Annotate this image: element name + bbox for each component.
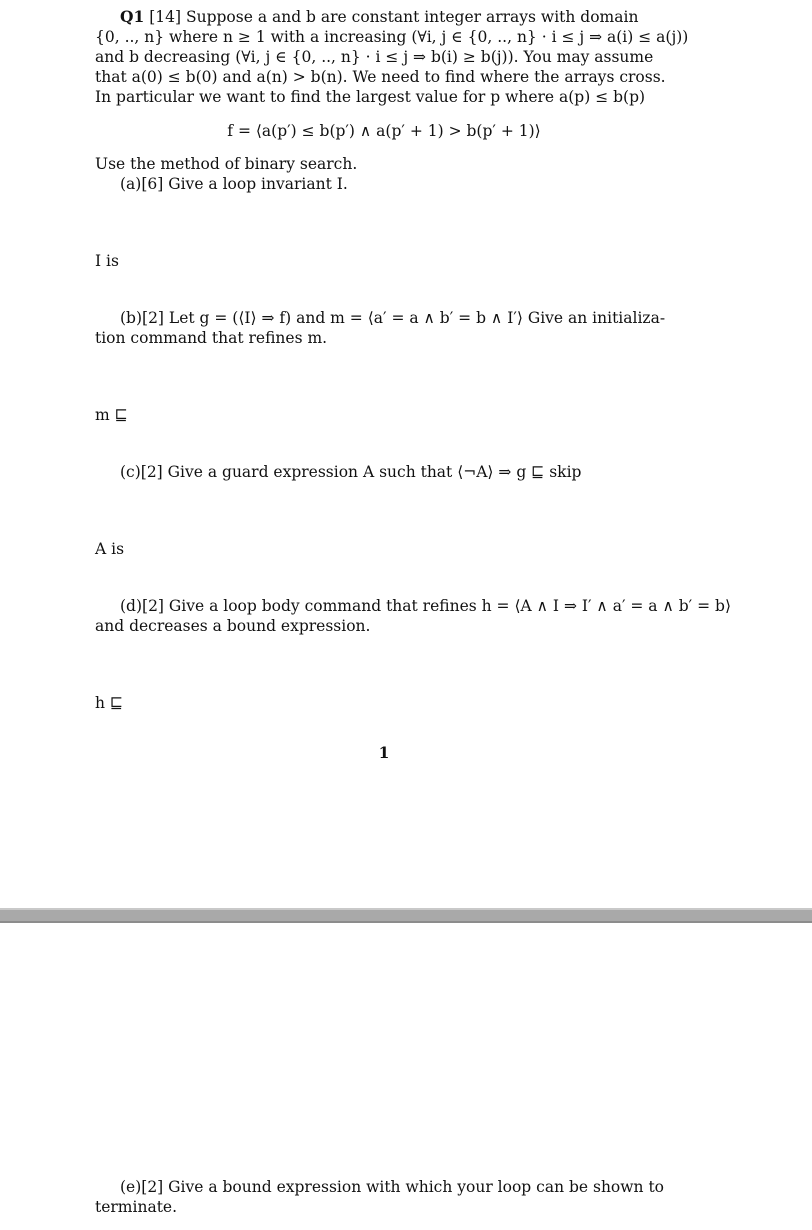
question-mark: Q1 — [120, 7, 145, 26]
page-separator — [0, 908, 812, 923]
part-a-prompt: (a)[6] Give a loop invariant I. — [120, 175, 348, 193]
part-a-answer-label: I is — [95, 252, 119, 270]
part-d-answer-label: h ⊑ — [95, 694, 124, 712]
q1-intro-line-4: that a(0) ≤ b(0) and a(n) > b(n). We need to find where the arrays cross. — [95, 68, 666, 86]
part-b-prompt-line-1: (b)[2] Let g = (⟨I⟩ ⇒ f) and m = ⟨a′ = a ∧ b′ = b ∧ I′⟩ Give an initializa- — [120, 309, 666, 327]
q1-intro-line-1: Suppose a and b are constant integer arrays with domain — [181, 8, 639, 26]
f-definition: f = ⟨a(p′) ≤ b(p′) ∧ a(p′ + 1) > b(p′ + 1)⟩ — [227, 122, 541, 140]
page-2 — [0, 923, 812, 1230]
method-statement: Use the method of binary search. — [95, 155, 358, 173]
q1-intro-line-5: In particular we want to find the largest value for p where a(p) ≤ b(p) — [95, 88, 646, 106]
q1-intro-line-3: and b decreasing (∀i, j ∈ {0, .., n} · i ≤ j ⇒ b(i) ≥ b(j)). You may assume — [95, 48, 654, 66]
part-e-prompt-line-2: terminate. — [95, 1198, 178, 1216]
part-c-prompt: (c)[2] Give a guard expression A such that ⟨¬A⟩ ⇒ g ⊑ skip — [120, 463, 582, 481]
part-b-prompt-line-2: tion command that refines m. — [95, 329, 328, 347]
question-points: [14] — [149, 8, 182, 26]
part-d-prompt-line-2: and decreases a bound expression. — [95, 617, 371, 635]
part-b-answer-label: m ⊑ — [95, 406, 128, 424]
q1-header-line — [120, 7, 675, 27]
q1-intro-line-2: {0, .., n} where n ≥ 1 with a increasing (∀i, j ∈ {0, .., n} · i ≤ j ⇒ a(i) ≤ a(j)) — [95, 28, 689, 46]
part-c-answer-label: A is — [95, 540, 125, 558]
page-number: 1 — [378, 743, 390, 762]
part-d-prompt-line-1: (d)[2] Give a loop body command that refines h = ⟨A ∧ I ⇒ I′ ∧ a′ = a ∧ b′ = b⟩ — [120, 597, 732, 615]
part-e-prompt-line-1: (e)[2] Give a bound expression with which your loop can be shown to — [120, 1178, 665, 1196]
